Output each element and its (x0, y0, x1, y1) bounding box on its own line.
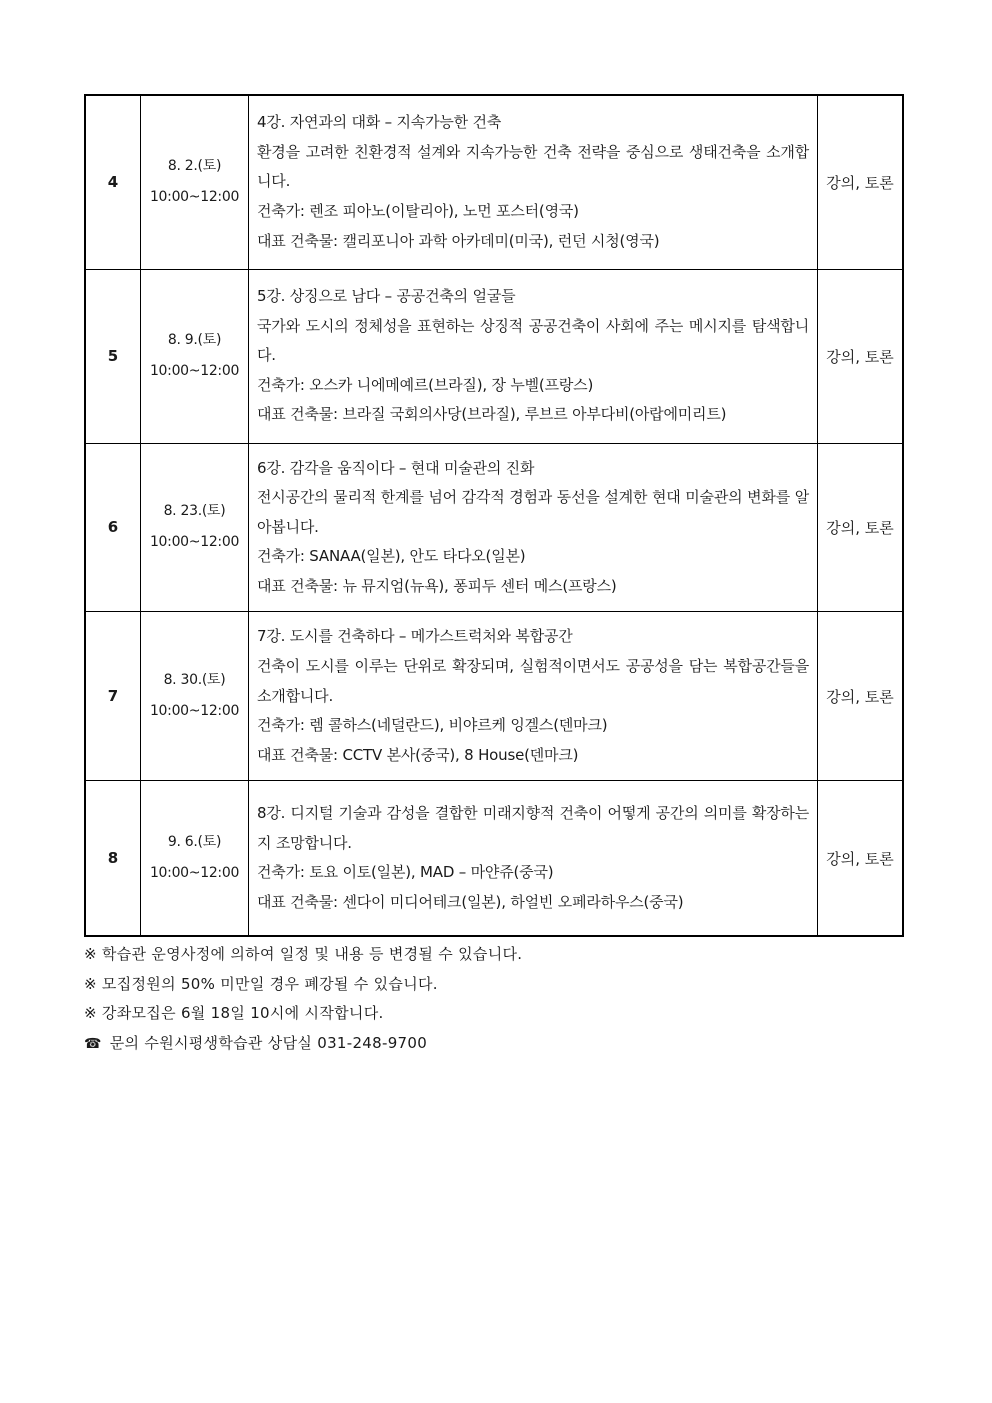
table-row (85, 269, 903, 443)
session-format: 강의, 토론 (818, 781, 904, 936)
session-title: 5강. 상징으로 남다 – 공공건축의 얼굴들 (257, 287, 516, 306)
session-buildings: 대표 건축물: 센다이 미디어테크(일본), 하얼빈 오페라하우스(중국) (257, 892, 684, 911)
session-datetime (141, 269, 249, 443)
session-title: 4강. 자연과의 대화 – 지속가능한 건축 (257, 113, 502, 132)
schedule-change-note: ※ 학습관 운영사정에 의하여 일정 및 내용 등 변경될 수 있습니다. (84, 945, 523, 963)
session-time: 10:00~12:00 (149, 703, 240, 720)
session-format: 강의, 토론 (818, 443, 904, 612)
session-content (249, 612, 818, 781)
table-row (85, 443, 903, 612)
schedule-table (84, 94, 904, 937)
session-date: 8. 2.(토) (167, 158, 222, 175)
notes-section (84, 940, 904, 1059)
session-format: 강의, 토론 (818, 95, 904, 269)
contact-line (84, 1029, 904, 1060)
session-datetime (141, 612, 249, 781)
session-content (249, 443, 818, 612)
table-row (85, 612, 903, 781)
session-datetime (141, 443, 249, 612)
session-content (249, 95, 818, 269)
session-datetime (141, 95, 249, 269)
cancellation-note: ※ 모집정원의 50% 미만일 경우 폐강될 수 있습니다. (84, 974, 438, 993)
session-date: 8. 9.(토) (167, 332, 222, 348)
session-time: 10:00~12:00 (149, 865, 240, 882)
session-buildings: 대표 건축물: CCTV 본사(중국), 8 House(덴마크) (257, 745, 579, 764)
session-architects: 건축가: 오스카 니에메예르(브라질), 장 누벨(프랑스) (257, 375, 594, 394)
session-date: 8. 23.(토) (163, 503, 226, 520)
table-row (85, 95, 903, 269)
session-datetime (141, 781, 249, 936)
session-buildings: 대표 건축물: 브라질 국회의사당(브라질), 루브르 아부다비(아랍에미리트) (257, 405, 727, 424)
session-architects: 건축가: SANAA(일본), 안도 타다오(일본) (257, 547, 526, 566)
session-number: 5 (85, 269, 141, 443)
session-description: 건축이 도시를 이루는 단위로 확장되며, 실험적이면서도 공공성을 담는 복합공간들을 소개합니다. (257, 657, 809, 705)
session-date: 9. 6.(토) (167, 834, 222, 851)
session-time: 10:00~12:00 (149, 363, 240, 379)
session-number: 4 (85, 95, 141, 269)
session-architects: 건축가: 토요 이토(일본), MAD – 마얀쥬(중국) (257, 863, 554, 882)
session-time: 10:00~12:00 (149, 189, 240, 206)
session-description: 환경을 고려한 친환경적 설계와 지속가능한 건축 전략을 중심으로 생태건축을 소개합니다. (257, 142, 809, 191)
table-row (85, 781, 903, 936)
phone-icon: ☎ (84, 1035, 102, 1052)
session-content (249, 269, 818, 443)
session-description: 전시공간의 물리적 한계를 넘어 감각적 경험과 동선을 설계한 현대 미술관의 변화를 알아봅니다. (257, 488, 809, 536)
registration-note: ※ 강좌모집은 6월 18일 10시에 시작합니다. (84, 1004, 384, 1023)
session-buildings: 대표 건축물: 뉴 뮤지엄(뉴욕), 퐁피두 센터 메스(프랑스) (257, 576, 617, 595)
session-format: 강의, 토론 (818, 612, 904, 781)
session-buildings: 대표 건축물: 캘리포니아 과학 아카데미(미국), 런던 시청(영국) (257, 231, 660, 250)
session-date: 8. 30.(토) (163, 672, 226, 689)
session-architects: 건축가: 렘 콜하스(네덜란드), 비야르케 잉겔스(덴마크) (257, 716, 608, 735)
session-time: 10:00~12:00 (149, 534, 240, 551)
session-number: 7 (85, 612, 141, 781)
session-description: 국가와 도시의 정체성을 표현하는 상징적 공공건축이 사회에 주는 메시지를 탐색합니다. (257, 316, 809, 365)
session-format: 강의, 토론 (818, 269, 904, 443)
session-architects: 건축가: 렌조 피아노(이탈리아), 노먼 포스터(영국) (257, 202, 579, 221)
session-title: 7강. 도시를 건축하다 – 메가스트럭처와 복합공간 (257, 627, 573, 646)
session-number: 6 (85, 443, 141, 612)
session-title: 6강. 감각을 움직이다 – 현대 미술관의 진화 (257, 458, 535, 477)
session-number: 8 (85, 781, 141, 936)
contact-text: 문의 수원시평생학습관 상담실 031-248-9700 (109, 1033, 428, 1052)
session-description: 8강. 디지털 기술과 감성을 결합한 미래지향적 건축이 어떻게 공간의 의미를 확장하는지 조망합니다. (257, 804, 809, 852)
session-content (249, 781, 818, 936)
